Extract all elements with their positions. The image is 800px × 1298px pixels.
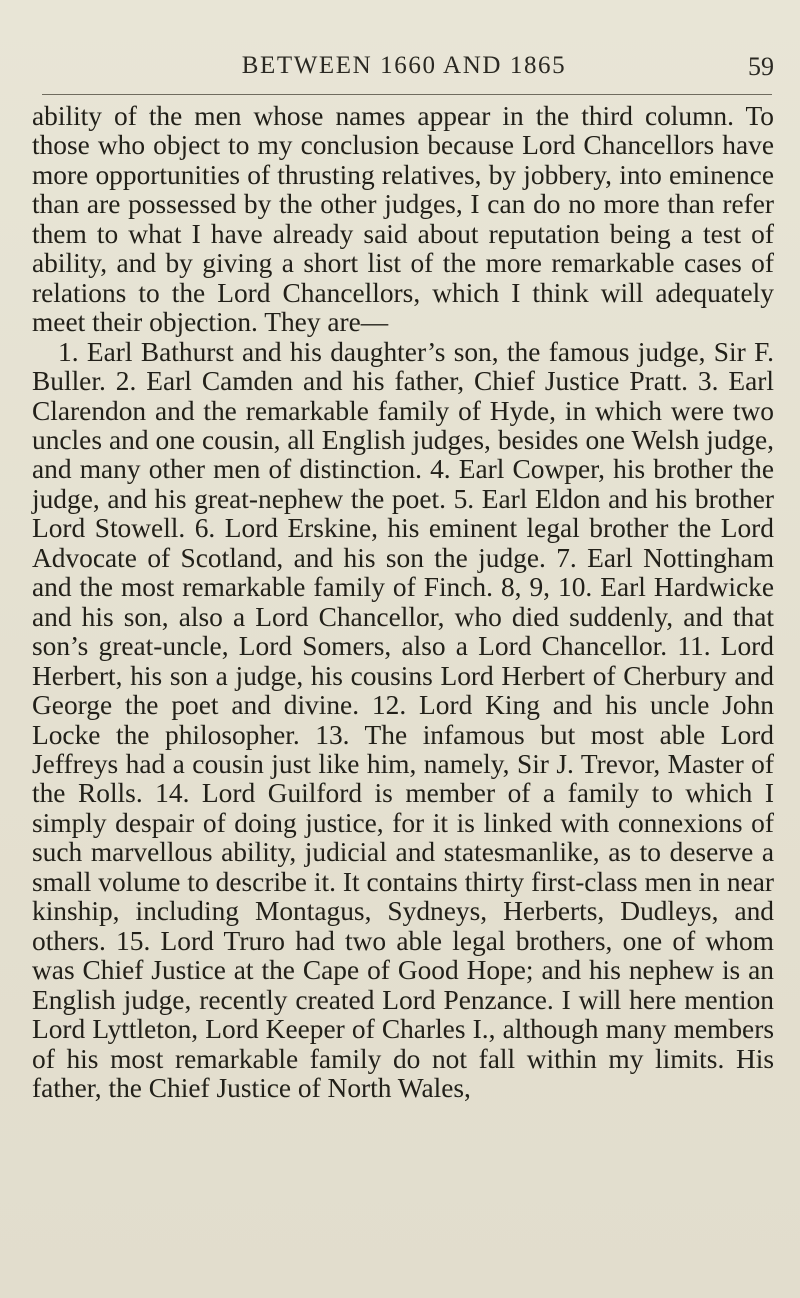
paragraph-continued: ability of the men whose names appear in the third column. To those who object to my conclusion because Lord Chancellors have more opportunities of thrusting relatives, by jobbery, into eminence than are possessed by the other judges, I can do no more than refer them to what I have already said about reputation being a test of ability, and by giving a short list of the more remarkable cases of relations to the Lord Chancellors, which I think will adequately meet their objection. They are— [32, 101, 774, 338]
page-number: 59 [748, 52, 774, 81]
body-text [32, 102, 774, 1103]
running-head [34, 52, 774, 88]
header-rule [42, 94, 772, 95]
running-title: BETWEEN 1660 AND 1865 [241, 52, 567, 79]
paragraph-list-of-cases: 1. Earl Bathurst and his daughter’s son, the famous judge, Sir F. Buller. 2. Earl Camden and his father, Chief Justice Pratt. 3. Earl Clarendon and the remarkable family of Hyde, in which were two uncles and one cousin, all English judges, besides one Welsh judge, and many other men of distinction. 4. Earl Cowper, his brother the judge, and his great-nephew the poet. 5. Earl Eldon and his brother Lord Stowell. 6. Lord Erskine, his eminent legal brother the Lord Advocate of Scotland, and his son the judge. 7. Earl Nottingham and the most remarkable family of Finch. 8, 9, 10. Earl Hardwicke and his son, also a Lord Chancellor, who died suddenly, and that son’s great-uncle, Lord Somers, also a Lord Chancellor. 11. Lord Herbert, his son a judge, his cousins Lord Herbert of Cherbury and George the poet and divine. 12. Lord King and his uncle John Locke the philosopher. 13. The infamous but most able Lord Jeffreys had a cousin just like him, namely, Sir J. Trevor, Master of the Rolls. 14. Lord Guilford is member of a family to which I simply despair of doing justice, for it is linked with connexions of such marvellous ability, judicial and statesmanlike, as to deserve a small volume to describe it. It contains thirty first-class men in near kinship, including Montagus, Sydneys, Herberts, Dudleys, and others. 15. Lord Truro had two able legal brothers, one of whom was Chief Justice at the Cape of Good Hope; and his nephew is an English judge, recently created Lord Penzance. I will here mention Lord Lyttleton, Lord Keeper of Charles I., although many members of his most remarkable family do not fall within my limits. His father, the Chief Justice of North Wales, [32, 336, 774, 1103]
